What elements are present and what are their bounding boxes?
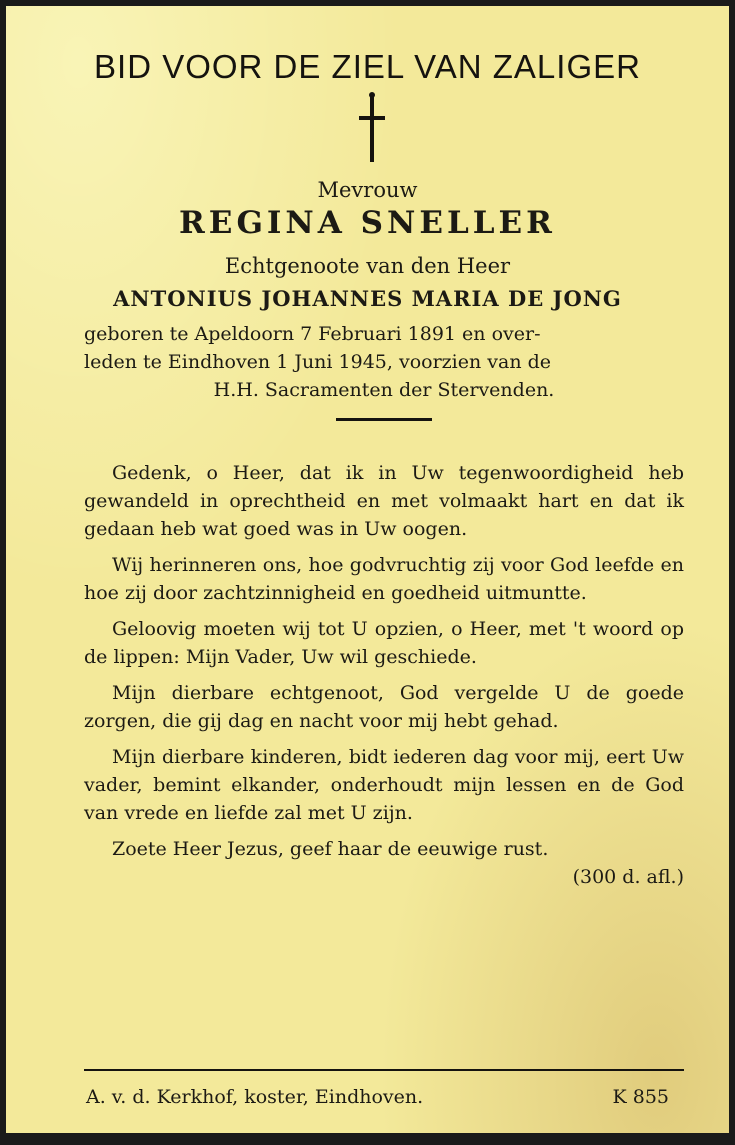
card-heading: BID VOOR DE ZIEL VAN ZALIGER bbox=[94, 48, 641, 85]
card-code: K 855 bbox=[612, 1086, 669, 1108]
indulgence: (300 d. afl.) bbox=[572, 866, 684, 888]
paragraph: Gedenk, o Heer, dat ik in Uw tegenwoordigheid heb gewandeld in oprechtheid en met volmaakt hart en dat ik gedaan heb wat goed was in Uw oogen. bbox=[84, 462, 684, 540]
latin-cross-icon bbox=[357, 96, 387, 166]
paragraph: Wij herinneren ons, hoe godvruchtig zij voor God leefde en hoe zij door zachtzinnigheid en goedheid uitmuntte. bbox=[84, 554, 684, 604]
dates-line-1: geboren te Apeldoorn 7 Februari 1891 en over- bbox=[84, 323, 541, 345]
paragraph: Mijn dierbare echtgenoot, God vergelde U de goede zorgen, die gij dag en nacht voor mij hebt gehad. bbox=[84, 682, 684, 732]
paragraph: Geloovig moeten wij tot U opzien, o Heer, met 't woord op de lippen: Mijn Vader, Uw wil geschiede. bbox=[84, 618, 684, 668]
paragraph: Mijn dierbare kinderen, bidt iederen dag voor mij, eert Uw vader, bemint elkander, onderhoudt mijn lessen en de God van vrede en liefde zal met U zijn. bbox=[84, 746, 684, 824]
spouse-name: ANTONIUS JOHANNES MARIA DE JONG bbox=[113, 286, 622, 311]
prayer-text bbox=[84, 459, 684, 891]
dates-line-3: H.H. Sacramenten der Stervenden. bbox=[213, 379, 555, 401]
salutation: Mevrouw bbox=[317, 178, 418, 202]
closing-prayer: Zoete Heer Jezus, geef haar de eeuwige rust. bbox=[112, 838, 549, 860]
divider-short bbox=[336, 418, 432, 421]
spouse-intro: Echtgenoote van den Heer bbox=[224, 254, 511, 278]
divider-long bbox=[84, 1069, 684, 1071]
printer-credit: A. v. d. Kerkhof, koster, Eindhoven. bbox=[86, 1086, 424, 1108]
dates-line-2: leden te Eindhoven 1 Juni 1945, voorzien van de bbox=[84, 351, 552, 373]
deceased-name: REGINA SNELLER bbox=[179, 205, 556, 241]
memorial-card bbox=[6, 6, 729, 1133]
life-dates bbox=[84, 320, 684, 404]
